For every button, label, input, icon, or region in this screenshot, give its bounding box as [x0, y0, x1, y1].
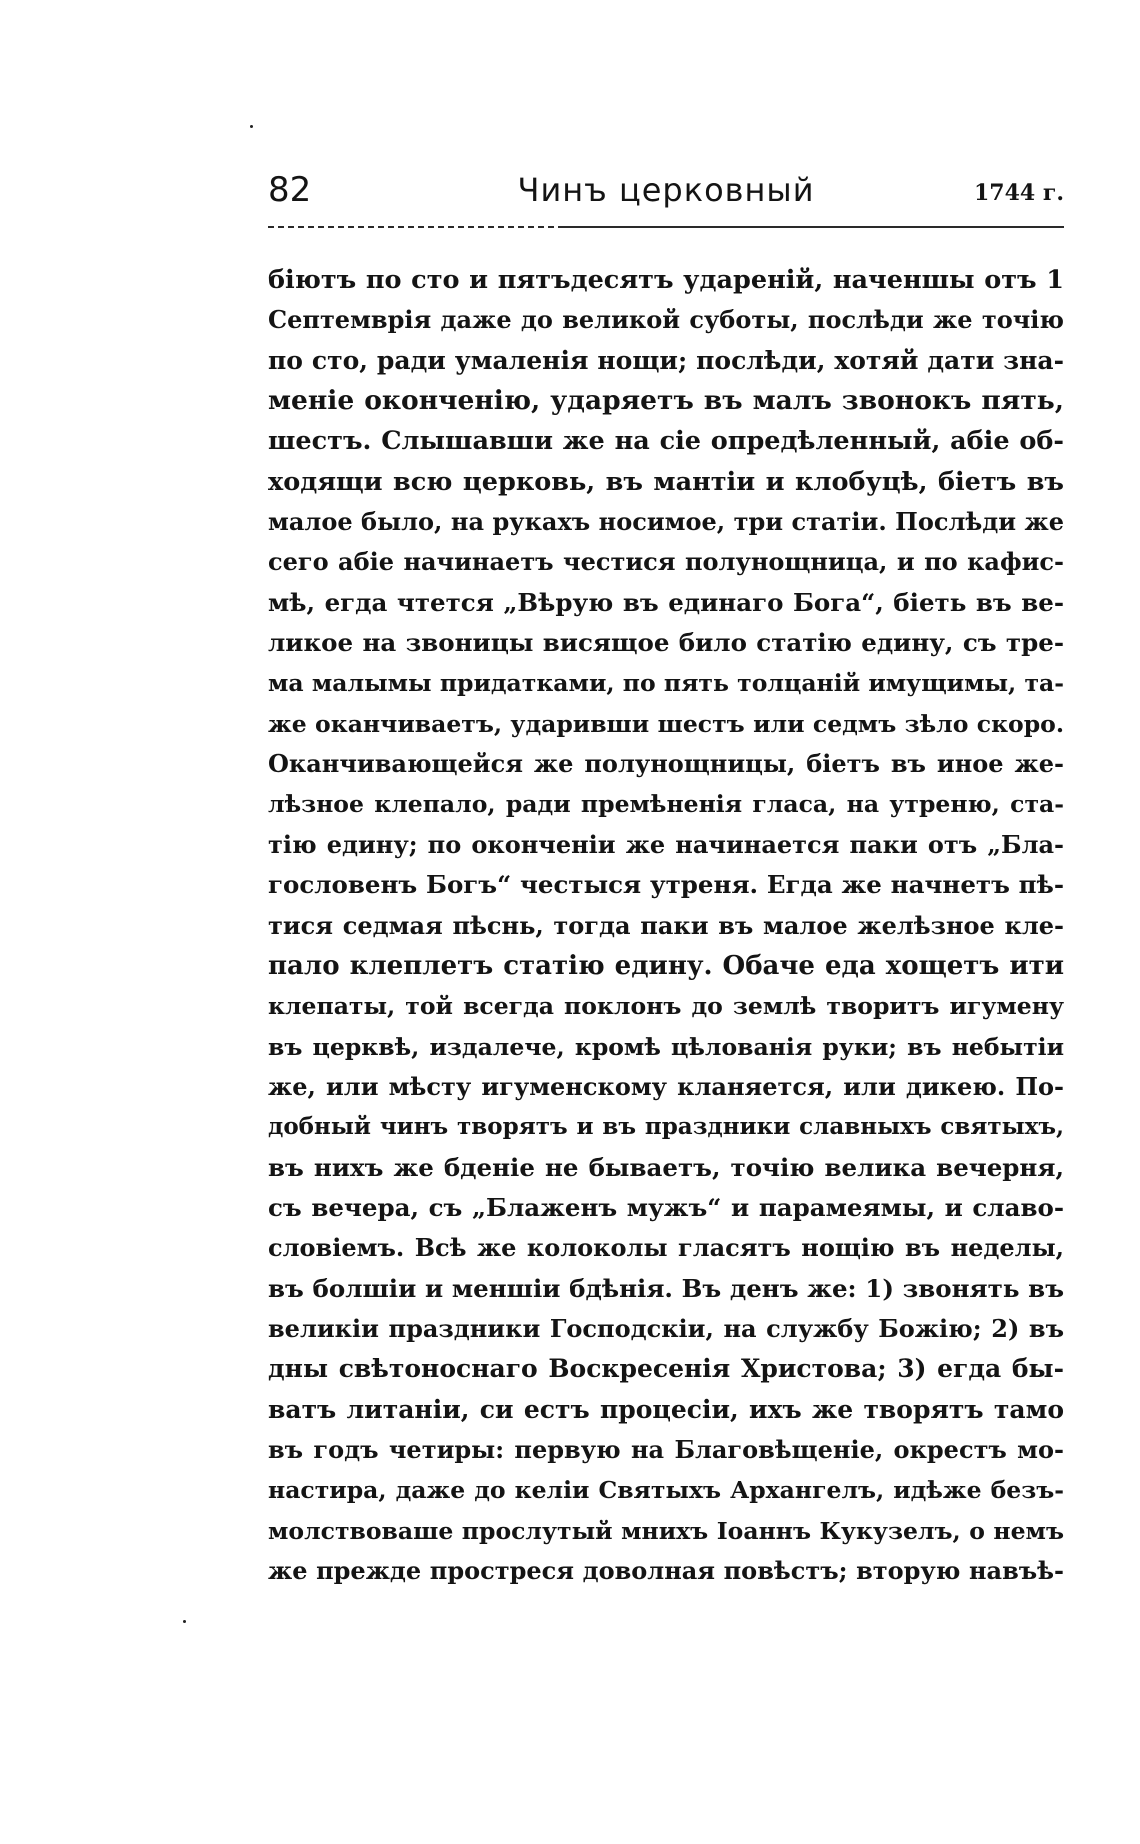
text-line: добный чинъ творятъ и въ праздники славныхъ святыхъ, [268, 1113, 1064, 1141]
text-line: клепаты, той всегда поклонъ до землѣ творитъ игумену [268, 992, 1064, 1021]
text-line: въ годъ четиры: первую на Благовѣщеніе, окрестъ мо- [268, 1434, 1064, 1464]
page-number: 82 [268, 170, 312, 210]
text-line: ликое на звоницы висящое било статію едину, съ тре- [268, 628, 1064, 658]
page-header [268, 170, 1064, 222]
text-line: же прежде простреся доволная повѣстъ; вторую навъѣ- [268, 1556, 1064, 1585]
text-line: тію едину; по оконченіи же начинается паки отъ „Бла- [268, 829, 1064, 859]
text-line: мѣ, егда чтется „Вѣрую въ единаго Бога“, біеть въ ве- [268, 587, 1064, 617]
text-line: біютъ по сто и пятъдесятъ удареній, наченшы отъ 1 [268, 265, 1064, 295]
text-line: меніе окончeнію, ударяетъ въ малъ звонокъ пять, [268, 385, 1064, 417]
text-line: съ вечера, съ „Блаженъ мужъ“ и парамеямы, и славо- [268, 1192, 1064, 1222]
text-line: словіемъ. Всѣ же колоколы гласятъ нощію въ неделы, [268, 1233, 1064, 1263]
print-speck-margin [183, 1620, 186, 1623]
text-line: гословенъ Богъ“ честыся утреня. Егда же начнетъ пѣ- [268, 870, 1064, 900]
text-line: лѣзное клепало, ради премѣненія гласа, на утреню, ста- [268, 790, 1064, 819]
text-line: малое было, на рукахъ носимое, три статіи. Послѣди же [268, 507, 1064, 537]
running-title: Чинъ церковный [517, 171, 815, 209]
text-line: Септемврія даже до великой суботы, послѣди же точію [268, 305, 1064, 335]
text-line: по сто, ради умаленія нощи; послѣди, хотяй дати зна- [268, 345, 1064, 375]
text-line: ватъ литаніи, си естъ процесіи, ихъ же творятъ тамо [268, 1394, 1064, 1424]
year-label: 1744 г. [973, 180, 1064, 206]
text-line: въ болшіи и меншіи бдѣнія. Въ денъ же: 1) звонять въ [268, 1273, 1064, 1303]
text-line: Оканчивающейся же полунощницы, біетъ въ иное же- [268, 749, 1064, 779]
print-speck-top [250, 125, 253, 128]
text-line: сего абіе начинаетъ честися полунощница, и по кафис- [268, 547, 1064, 577]
text-line: настира, даже до келіи Святыхъ Архангелъ, идѣже безъ- [268, 1476, 1064, 1505]
body-text [268, 260, 1064, 1591]
text-line: же оканчиваетъ, ударивши шестъ или седмъ зѣло скоро. [268, 709, 1064, 738]
text-line: въ церквѣ, издалече, кромѣ цѣлованія руки; въ небытіи [268, 1032, 1064, 1061]
text-line: молствоваше прослутый мнихъ Іоаннъ Кукузелъ, о немъ [268, 1516, 1064, 1545]
header-rule-solid [560, 226, 1064, 228]
text-line: великіи праздники Господскіи, на службу Божію; 2) въ [268, 1313, 1064, 1343]
text-line: тися седмая пѣснь, тогда паки въ малое желѣзное кле- [268, 910, 1064, 940]
text-line: же, или мѣсту игуменскому кланяется, или дикею. По- [268, 1071, 1064, 1101]
text-line: въ нихъ же бденіе не бываетъ, точію велика вечерня, [268, 1152, 1064, 1182]
text-line: ходящи всю церковь, въ мантіи и клобуцѣ, біетъ въ [268, 466, 1064, 497]
text-line: пало клеплетъ статію едину. Обаче еда хощетъ ити [268, 950, 1064, 981]
text-line: дны свѣтоноснаго Воскресенія Христова; 3) егда бы- [268, 1354, 1064, 1384]
text-line: ма малымы придатками, по пять толцаній имущимы, та- [268, 669, 1064, 698]
text-line: шестъ. Слышавши же на сіе опредѣленный, абіе об- [268, 426, 1064, 457]
